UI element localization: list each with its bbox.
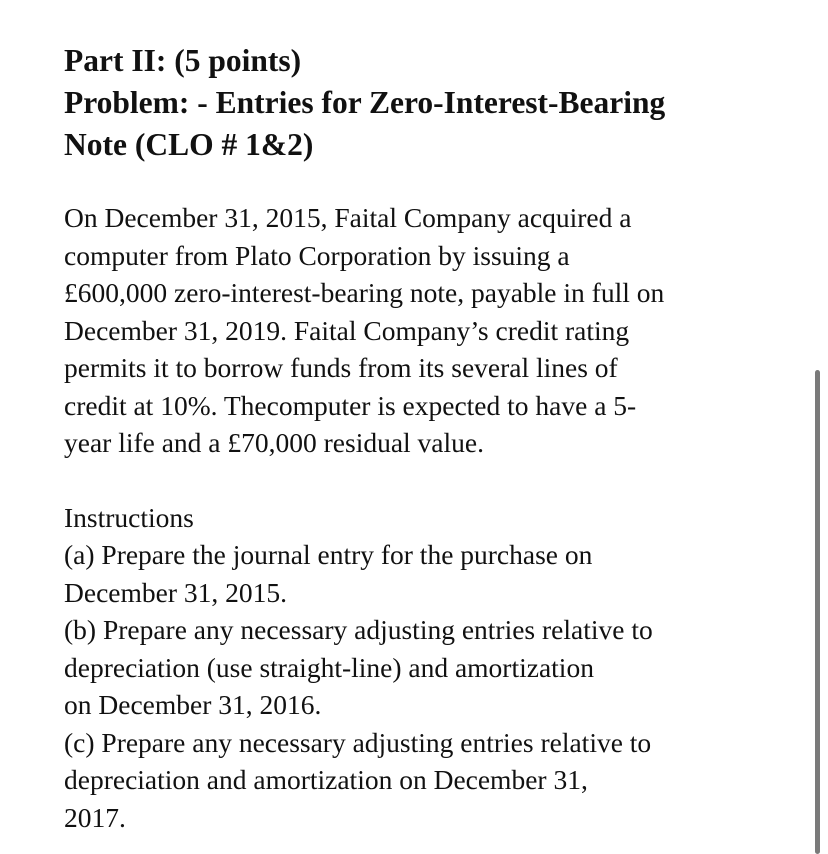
instruction-line: on December 31, 2016.: [64, 689, 322, 720]
problem-line: December 31, 2019. Faital Company’s credit rating: [64, 314, 630, 346]
heading-line-problem: Problem: - Entries for Zero-Interest-Bearing: [64, 85, 666, 120]
heading-line-part: Part II: (5 points): [64, 43, 302, 78]
problem-line: computer from Plato Corporation by issuing a: [64, 239, 570, 271]
problem-line: permits it to borrow funds from its several lines of: [64, 352, 618, 383]
problem-statement: [64, 199, 764, 462]
vertical-scrollbar[interactable]: [815, 370, 820, 854]
instruction-line: (b) Prepare any necessary adjusting entries relative to: [64, 614, 653, 645]
problem-heading: [64, 40, 764, 166]
instruction-line: (c) Prepare any necessary adjusting entries relative to: [64, 726, 652, 758]
problem-line: On December 31, 2015, Faital Company acquired a: [64, 202, 632, 233]
instruction-line: depreciation and amortization on December 31,: [64, 764, 588, 795]
instruction-line: 2017.: [64, 801, 126, 833]
instruction-line: depreciation (use straight-line) and amortization: [64, 651, 594, 683]
problem-line: credit at 10%. Thecomputer is expected to have a 5-: [64, 389, 637, 421]
problem-line: year life and a £70,000 residual value.: [64, 427, 484, 458]
instructions-title: Instructions: [64, 501, 194, 533]
instruction-line: December 31, 2015.: [64, 576, 287, 608]
document-content: [64, 40, 764, 836]
instructions-section: [64, 499, 764, 837]
heading-line-note: Note (CLO # 1&2): [64, 127, 314, 162]
instruction-line: (a) Prepare the journal entry for the purchase on: [64, 539, 593, 570]
problem-line: £600,000 zero-interest-bearing note, payable in full on: [64, 277, 665, 308]
